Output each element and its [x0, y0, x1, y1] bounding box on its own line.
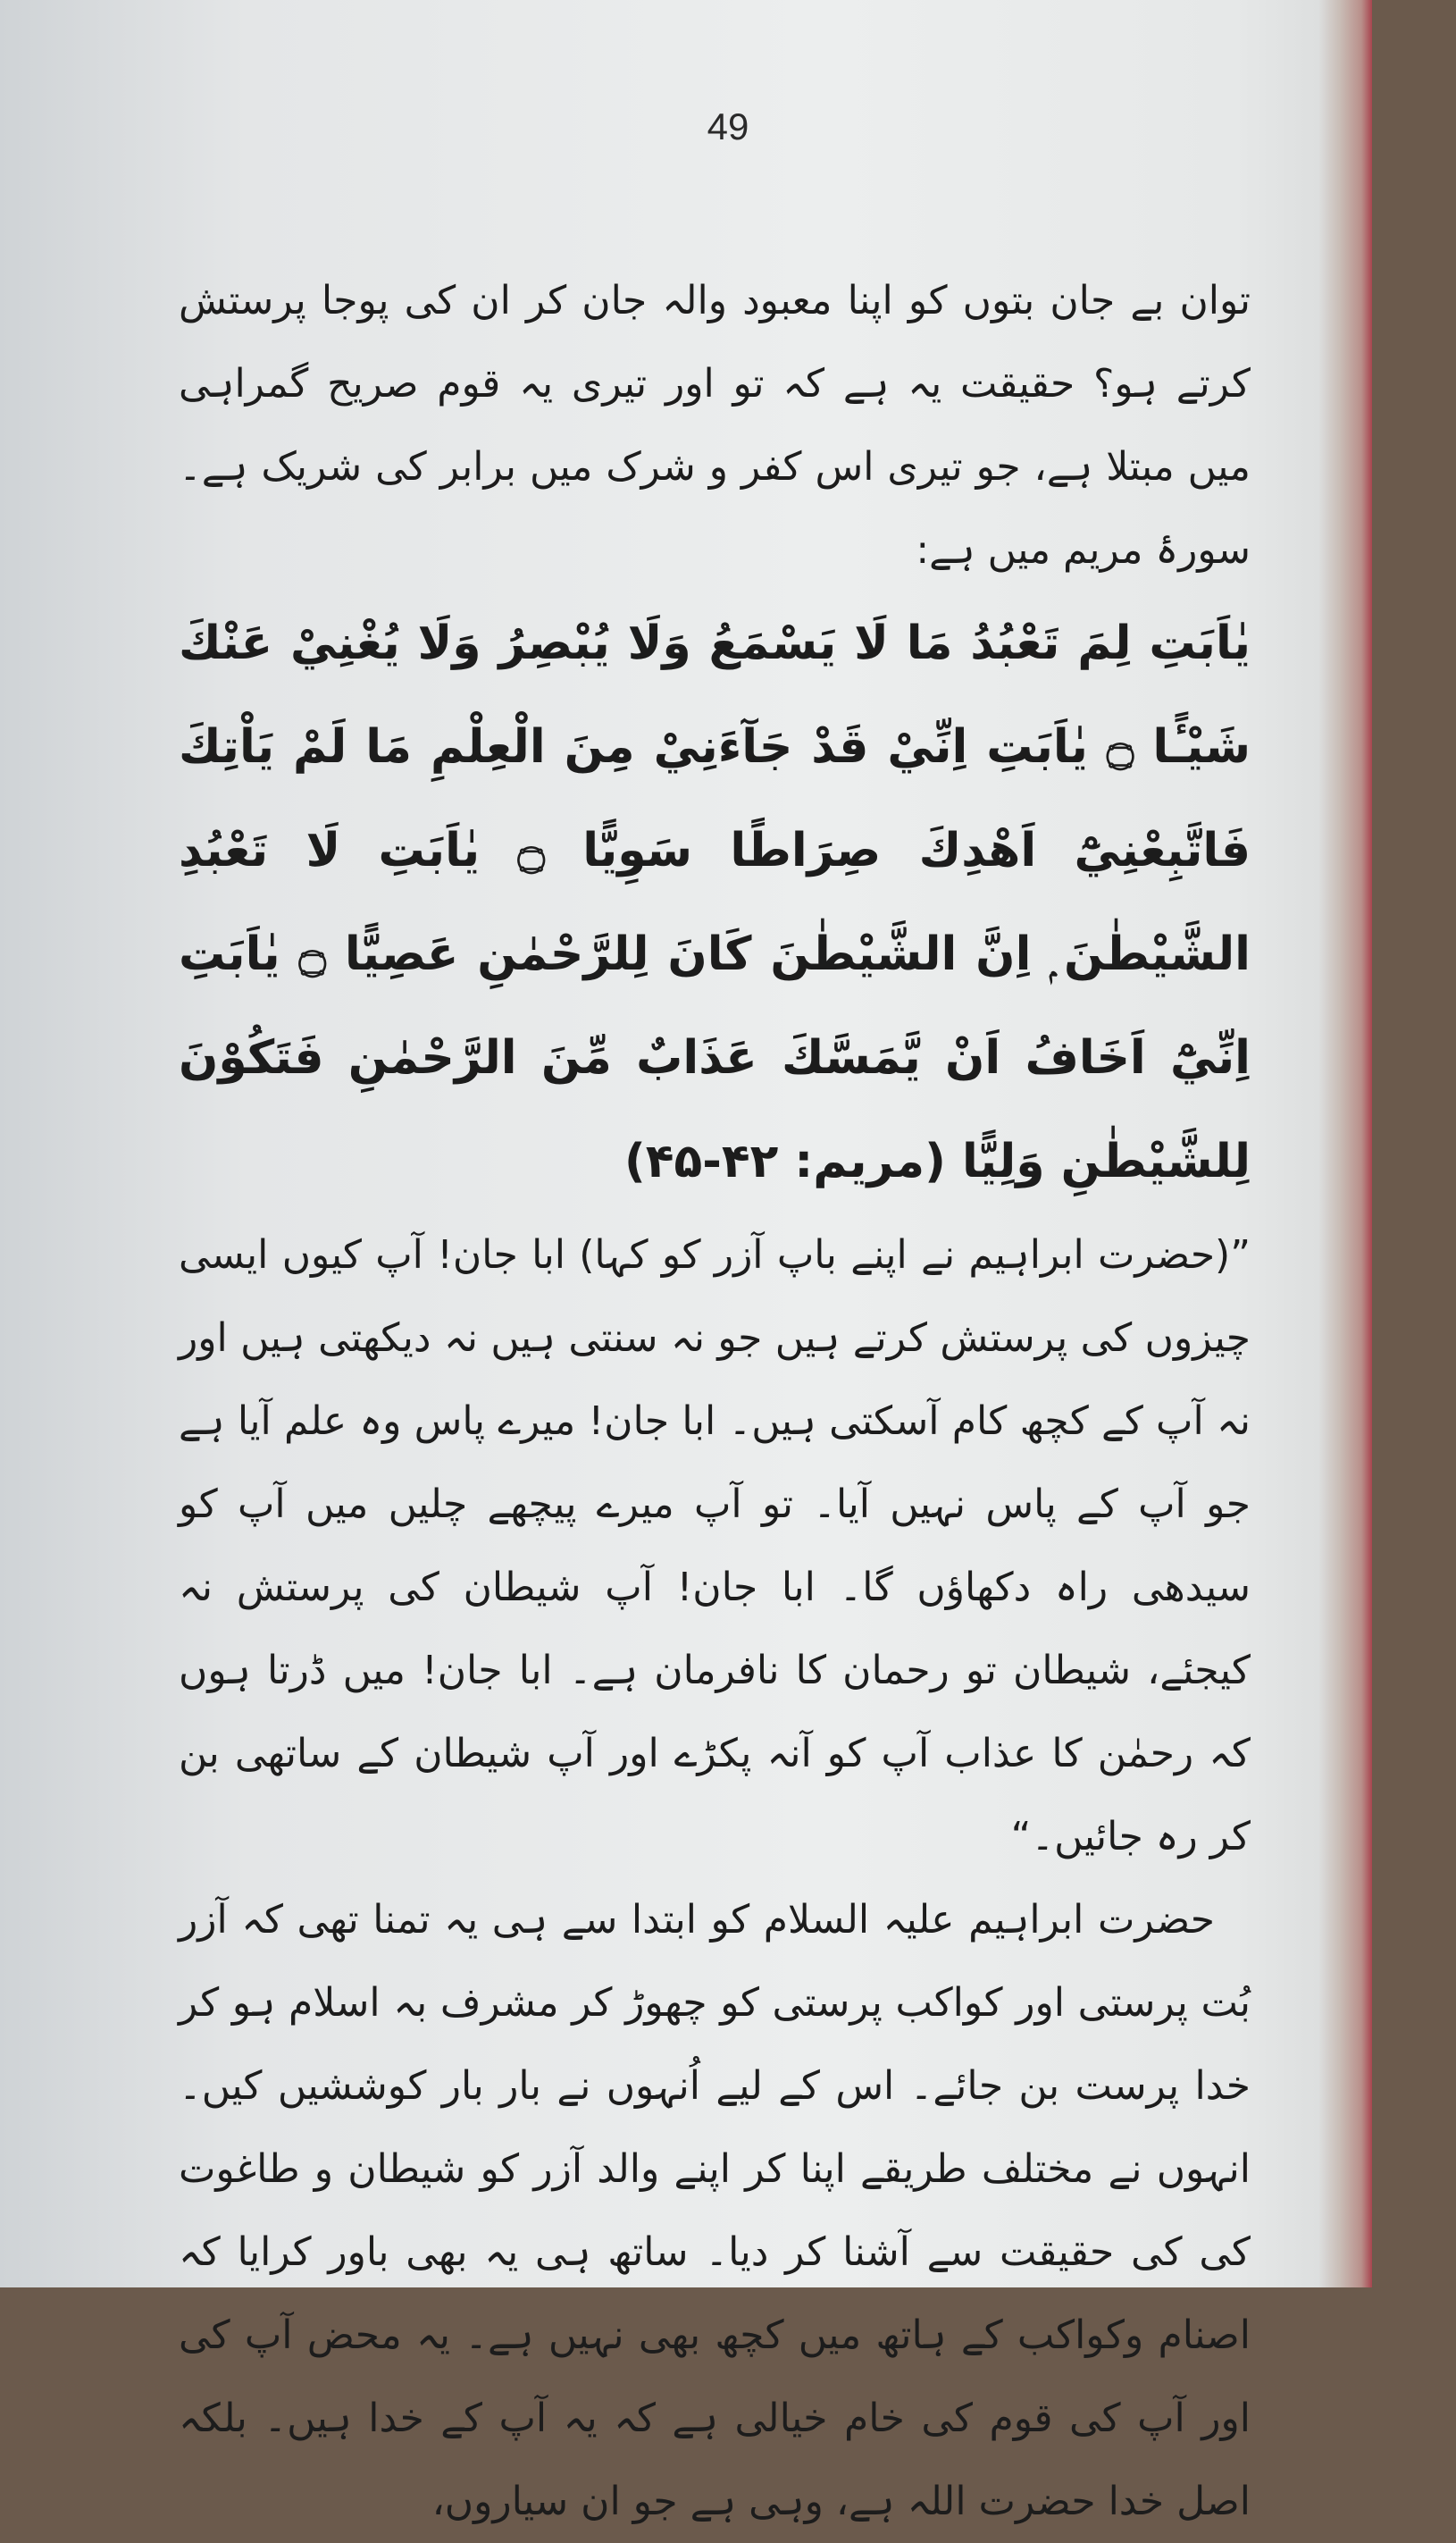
closing-paragraph: حضرت ابراہیم علیہ السلام کو ابتدا سے ہی یہ تمنا تھی کہ آزر بُت پرستی اور کواکب پرستی کو چھوڑ کر مشرف بہ اسلام ہو کر خدا پرست بن جائے۔ اس کے لیے اُنہوں نے بار بار کوششیں کیں۔ انہوں نے مختلف طریقے اپنا کر اپنے والد آزر کو شیطان و طاغوت کی کی حقیقت سے آشنا کر دیا۔ ساتھ ہی یہ بھی باور کرایا کہ اصنام وکواکب کے ہاتھ میں کچھ بھی نہیں ہے۔ یہ محض آپ کی اور آپ کی قوم کی خام خیالی ہے کہ یہ آپ کے خدا ہیں۔ بلکہ اصل خدا حضرت اللہ ہے، وہی ہے جو ان سیاروں،	[179, 1897, 1251, 2524]
translation-paragraph: ”(حضرت ابراہیم نے اپنے باپ آزر کو کہا) ابا جان! آپ کیوں ایسی چیزوں کی پرستش کرتے ہیں جو نہ سنتی ہیں نہ دیکھتی ہیں اور نہ آپ کے کچھ کام آسکتی ہیں۔ ابا جان! میرے پاس وہ علم آیا ہے جو آپ کے پاس نہیں آیا۔ تو آپ میرے پیچھے چلیں میں آپ کو سیدھی راہ دکھاؤں گا۔ ابا جان! آپ شیطان کی پرستش نہ کیجئے، شیطان تو رحمان کا نافرمان ہے۔ ابا جان! میں ڈرتا ہوں کہ رحمٰن کا عذاب آپ کو آنہ پکڑے اور آپ شیطان کے ساتھی بن کر رہ جائیں۔“	[179, 1232, 1251, 1859]
intro-paragraph: توان بے جان بتوں کو اپنا معبود والہ جان کر ان کی پوجا پرستش کرتے ہو؟ حقیقت یہ ہے کہ تو اور تیری یہ قوم صریح گمراہی میں مبتلا ہے، جو تیری اس کفر و شرک میں برابر کی شریک ہے۔ سورۂ مریم میں ہے:	[179, 278, 1251, 573]
quran-verses	[179, 592, 1251, 1213]
book-edge	[1318, 0, 1372, 2287]
quran-text: يٰاَبَتِ لِمَ تَعْبُدُ مَا لَا يَسْمَعُ وَلَا يُبْصِرُ وَلَا يُغْنِيْ عَنْكَ شَيْـًٔا ۝ يٰاَبَتِ اِنِّيْ قَدْ جَآءَنِيْ مِنَ الْعِلْمِ مَا لَمْ يَاْتِكَ فَاتَّبِعْنِيْٓ اَهْدِكَ صِرَاطًا سَوِيًّا ۝ يٰاَبَتِ لَا تَعْبُدِ الشَّيْطٰنَ ۭ اِنَّ الشَّيْطٰنَ كَانَ لِلرَّحْمٰنِ عَصِيًّا ۝ يٰاَبَتِ اِنِّيْٓ اَخَافُ اَنْ يَّمَسَّكَ عَذَابٌ مِّنَ الرَّحْمٰنِ فَتَكُوْنَ لِلشَّيْطٰنِ وَلِيًّا	[179, 617, 1251, 1188]
page-body	[179, 259, 1251, 2543]
page-number: 49	[707, 105, 749, 147]
verse-reference: (مریم: ۴۲-۴۵)	[624, 1135, 946, 1188]
